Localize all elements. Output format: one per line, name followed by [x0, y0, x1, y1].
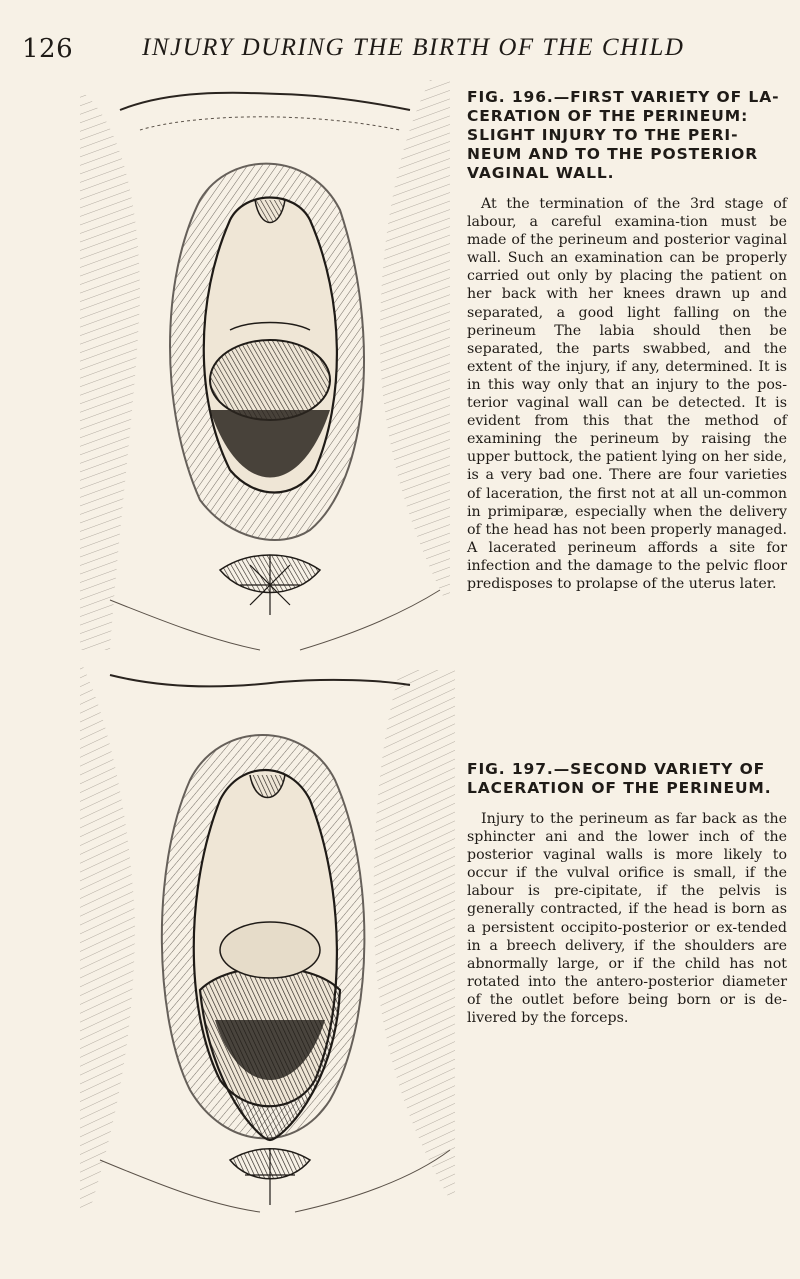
- figure-197-illustration: [80, 660, 455, 1215]
- running-header: [22, 34, 760, 64]
- figure-196-caption: [467, 88, 787, 593]
- figure-196-illustration: [80, 80, 450, 655]
- figure-197-title: FIG. 197.—SECOND VARIETY OF LACERATION OF THE PERINEUM.: [467, 760, 772, 797]
- figure-196-title: FIG. 196.—FIRST VARIETY OF LA-CERATION OF THE PERINEUM: SLIGHT INJURY TO THE PERI-NEUM AND TO THE POSTERIOR VAGINAL WALL.: [467, 88, 780, 182]
- page-number: 126: [22, 34, 74, 64]
- figure-196-text: At the termination of the 3rd stage of labour, a careful examina-tion must be made of the perineum and posterior vaginal wall. Such an examination can be properly carried out only by placing the patient on her back with her knees drawn up and separated, a good light falling on the perineum The labia should then be separated, the parts swabbed, and the extent of the injury, if any, determined. It is in this way only that an injury to the pos-terior vaginal wall can be detected. It is evident from this that the method of examining the perineum by raising the upper buttock, the patient lying on her side, is a very bad one. There are four varieties of laceration, the first not at all un-common in primiparæ, especially when the delivery of the head has not been properly managed. A lacerated perineum affords a site for infection and the damage to the pelvic floor predisposes to prolapse of the uterus later.: [467, 196, 787, 592]
- running-title: INJURY DURING THE BIRTH OF THE CHILD: [142, 34, 685, 61]
- figure-197-text: Injury to the perineum as far back as the sphincter ani and the lower inch of the posterior vaginal walls is more likely to occur if the vulval orifice is small, if the labour is pre-cipitate, if the pelvis is generally contracted, if the head is born as a persistent occipito-posterior or ex-tended in a breech delivery, if the shoulders are abnormally large, or if the child has not rotated into the antero-posterior diameter of the outlet before being born or is de-livered by the forceps.: [467, 811, 787, 1027]
- figure-197-caption: [467, 760, 787, 1027]
